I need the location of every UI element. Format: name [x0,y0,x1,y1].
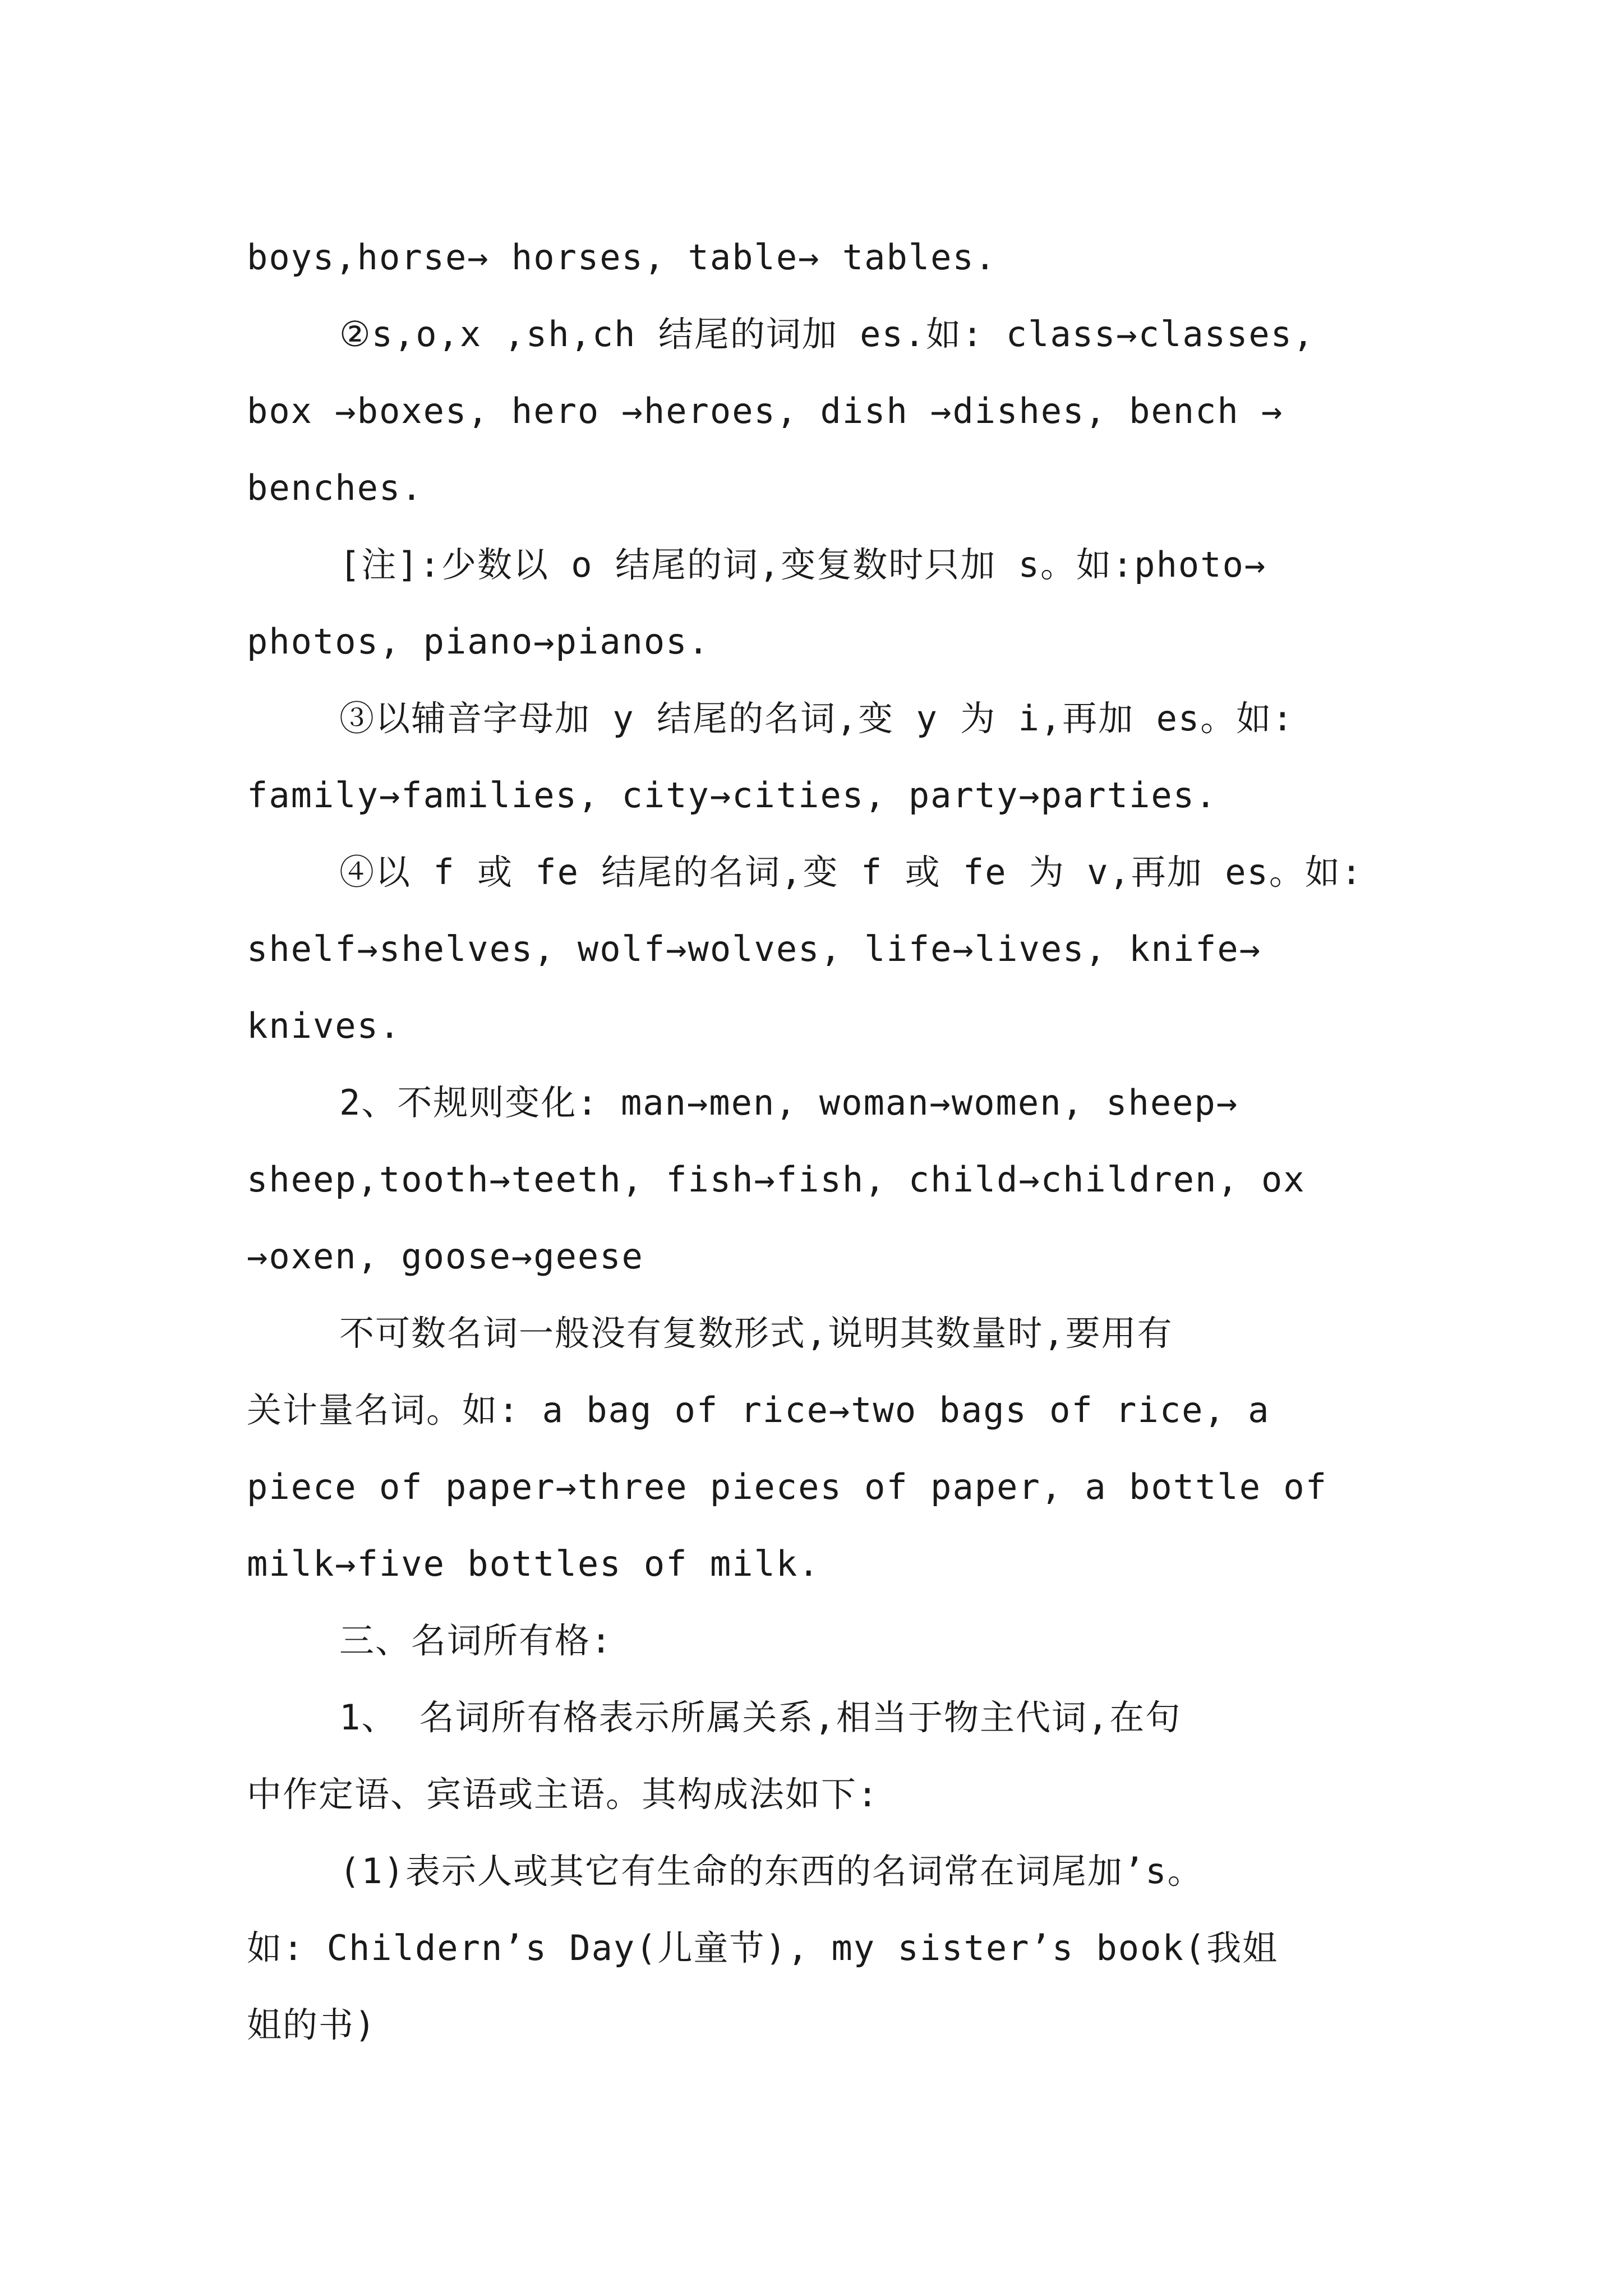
text-line: 不可数名词一般没有复数形式,说明其数量时,要用有 [339,1313,1173,1354]
section-heading: 三、名词所有格: [339,1620,613,1661]
text-line: 关计量名词。如: a bag of rice→two bags of rice, a [247,1389,1270,1430]
text-line: 2、不规则变化: man→men, woman→women, sheep→ [339,1082,1239,1123]
text-line: 中作定语、宾语或主语。其构成法如下: [247,1774,879,1815]
text-line: benches. [247,467,423,508]
text-line: family→families, city→cities, party→parties. [247,775,1218,816]
text-line: 姐的书) [247,2004,377,2045]
text-line: 如: Childern’s Day(儿童节), my sister’s book(我姐 [247,1927,1279,1968]
text-line: boys,horse→ horses, table→ tables. [247,237,997,278]
text-line: (1)表示人或其它有生命的东西的名词常在词尾加’s。 [339,1851,1204,1892]
text-line: milk→five bottles of milk. [247,1543,820,1584]
text-line: [注]:少数以 o 结尾的词,变复数时只加 s。如:photo→ [339,544,1267,585]
text-line: sheep,tooth→teeth, fish→fish, child→children, ox [247,1159,1306,1200]
text-line: 1、 名词所有格表示所属关系,相当于物主代词,在句 [339,1697,1182,1738]
text-line: ②s,o,x ,sh,ch 结尾的词加 es.如: class→classes, [339,314,1315,355]
text-line: box →boxes, hero →heroes, dish →dishes, bench → [247,390,1284,431]
text-line: photos, piano→pianos. [247,621,710,662]
text-line: piece of paper→three pieces of paper, a bottle of [247,1466,1328,1507]
text-line: knives. [247,1005,402,1046]
document-body [247,219,1391,2063]
text-line: ④以 f 或 fe 结尾的名词,变 f 或 fe 为 v,再加 es。如: [339,852,1363,892]
text-line: ③以辅音字母加 y 结尾的名词,变 y 为 i,再加 es。如: [339,698,1294,739]
text-line: →oxen, goose→geese [247,1236,644,1277]
text-line: shelf→shelves, wolf→wolves, life→lives, knife→ [247,928,1262,969]
